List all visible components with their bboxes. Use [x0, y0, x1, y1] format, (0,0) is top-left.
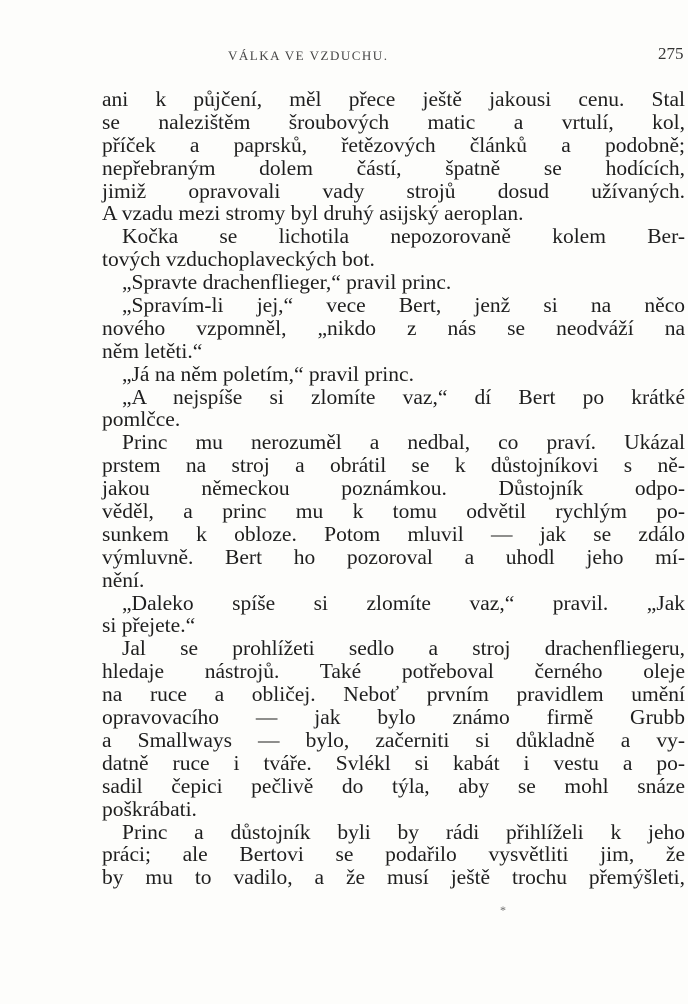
- text-line: něm letěti.“: [102, 338, 203, 363]
- text-line: „Já na něm poletím,“ pravil princ.: [122, 361, 414, 386]
- text-line: Princ a důstojník byli by rádi přihlíželi k jeho: [122, 819, 685, 844]
- text-line: „Daleko spíše si zlomíte vaz,“ pravil. „Jak: [122, 590, 685, 615]
- page-number: 275: [658, 44, 684, 63]
- text-line: Jal se prohlížeti sedlo a stroj drachenfliegeru,: [122, 636, 685, 661]
- text-line: Kočka se lichotila nepozorovaně kolem Ber-: [122, 224, 685, 249]
- text-line: „A nejspíše si zlomíte vaz,“ dí Bert po krátké: [122, 384, 685, 409]
- text-line: si přejete.“: [102, 613, 196, 638]
- body-text: [102, 88, 685, 889]
- text-line: prstem na stroj a obrátil se k důstojníkovi s ně-: [102, 453, 685, 478]
- text-line: sunkem k obloze. Potom mluvil — jak se zdálo: [102, 521, 685, 546]
- text-line: poškrábati.: [102, 796, 197, 821]
- text-line: jimiž opravovali vady strojů dosud užívaných.: [102, 178, 685, 203]
- page-header: [0, 44, 688, 68]
- text-line: Princ mu nerozuměl a nedbal, co praví. Ukázal: [122, 430, 685, 455]
- text-line: A vzadu mezi stromy byl druhý asijský aeroplan.: [102, 201, 524, 226]
- text-line: nepřebraným dolem částí, špatně se hodících,: [102, 155, 685, 180]
- running-title: VÁLKA VE VZDUCHU.: [228, 48, 389, 63]
- text-line: ani k půjčení, měl přece ještě jakousi cenu. Stal: [102, 87, 685, 111]
- text-line: „Spravím-li jej,“ vece Bert, jenž si na něco: [122, 293, 685, 318]
- text-line: by mu to vadilo, a že musí ještě trochu přemýšleti,: [102, 865, 685, 890]
- text-line: datně ruce i tváře. Svlékl si kabát i vestu a po-: [102, 750, 685, 775]
- text-line: na ruce a obličej. Neboť prvním pravidlem umění: [102, 682, 685, 707]
- text-line: hledaje nástrojů. Také potřeboval černého oleje: [102, 659, 685, 684]
- footer-ornament: *: [500, 903, 506, 917]
- text-line: pomlčce.: [102, 407, 181, 432]
- text-line: opravovacího — jak bylo známo firmě Grubb: [102, 705, 685, 730]
- text-line: výmluvně. Bert ho pozoroval a uhodl jeho mí-: [102, 544, 685, 569]
- text-line: jakou německou poznámkou. Důstojník odpo-: [102, 476, 685, 501]
- text-line: příček a paprsků, řetězových článků a podobně;: [102, 132, 685, 157]
- text-line: práci; ale Bertovi se podařilo vysvětliti jim, že: [102, 842, 685, 867]
- text-line: „Spravte drachenflieger,“ pravil princ.: [122, 270, 452, 295]
- text-line: nového vzpomněl, „nikdo z nás se neodváží na: [102, 315, 685, 340]
- text-line: nění.: [102, 567, 145, 592]
- text-line: sadil čepici pečlivě do týla, aby se mohl snáze: [102, 773, 685, 798]
- text-line: a Smallways — bylo, začerniti si důkladně a vy-: [102, 727, 685, 752]
- text-line: se nalezištěm šroubových matic a vrtulí, kol,: [102, 109, 685, 134]
- text-line: tových vzduchoplaveckých bot.: [102, 247, 375, 272]
- text-line: věděl, a princ mu k tomu odvětil rychlým po-: [102, 499, 685, 524]
